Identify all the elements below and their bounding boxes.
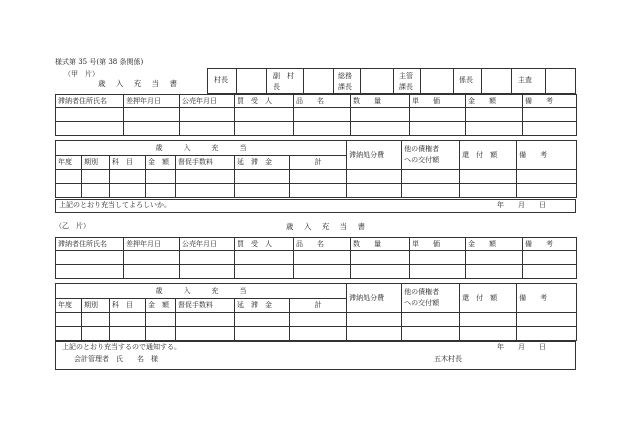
input-cell[interactable] (146, 170, 176, 184)
header-cell: 還 付 額 (460, 141, 517, 170)
input-cell[interactable] (410, 108, 466, 122)
input-cell[interactable] (124, 108, 180, 122)
input-cell[interactable] (124, 251, 180, 265)
table-row (56, 327, 577, 341)
input-cell[interactable] (235, 265, 294, 279)
approval-section-chief: 係長 (459, 76, 473, 84)
input-cell[interactable] (460, 184, 517, 198)
input-cell[interactable] (290, 184, 347, 198)
approval-general-affairs-chief: 総務 課長 (338, 72, 352, 91)
input-cell[interactable] (523, 251, 577, 265)
part-b-title: 歳 入 充 当 書 (286, 222, 370, 231)
input-cell[interactable] (517, 170, 577, 184)
input-cell[interactable] (410, 251, 466, 265)
input-cell[interactable] (517, 327, 577, 341)
table-header-row (56, 95, 577, 108)
header-cell: 公売年月日 (180, 95, 235, 108)
approval-deputy-village-head: 副 村 長 (273, 72, 294, 91)
input-cell[interactable] (351, 265, 410, 279)
part-a-appropriation-table (55, 140, 577, 198)
input-cell[interactable] (402, 313, 460, 327)
part-b-date: 年 月 日 (497, 343, 546, 351)
part-a-title: 歳 入 充 当 書 (98, 79, 182, 88)
input-cell[interactable] (351, 122, 410, 136)
header-cell: 金 額 (466, 238, 523, 251)
part-a-footer-text: 上記のとおり充当してよろしいか。 (59, 201, 171, 209)
input-cell[interactable] (235, 327, 290, 341)
header-cell: 計 (290, 156, 347, 170)
input-cell[interactable] (82, 184, 110, 198)
input-cell[interactable] (56, 184, 82, 198)
header-cell: 公売年月日 (180, 238, 235, 251)
input-cell[interactable] (110, 170, 146, 184)
part-b-label: （乙 片） (55, 222, 90, 230)
input-cell[interactable] (466, 265, 523, 279)
input-cell[interactable] (180, 108, 235, 122)
input-cell[interactable] (110, 327, 146, 341)
input-cell[interactable] (124, 265, 180, 279)
header-cell: 督促手数料 (176, 299, 235, 313)
input-cell[interactable] (56, 313, 82, 327)
header-cell: 他の債権者 への交付額 (402, 141, 460, 170)
group-header-cell: 歳 入 充 当 (56, 141, 347, 156)
input-cell[interactable] (180, 265, 235, 279)
header-cell: 期別 (82, 156, 110, 170)
header-cell: 延 滞 金 (235, 156, 290, 170)
header-cell: 滞納処分費 (347, 141, 402, 170)
header-cell: 品 名 (294, 95, 351, 108)
input-cell[interactable] (460, 327, 517, 341)
part-b-addressee: 会計管理者 氏 名 様 (74, 355, 158, 363)
input-cell[interactable] (56, 251, 124, 265)
header-cell: 年度 (56, 156, 82, 170)
approval-supervising-chief: 主管 課長 (399, 72, 413, 91)
input-cell[interactable] (290, 313, 347, 327)
header-cell: 品 名 (294, 238, 351, 251)
input-cell[interactable] (56, 265, 124, 279)
header-cell: 備 考 (523, 95, 577, 108)
input-cell[interactable] (402, 184, 460, 198)
table-header-row (56, 141, 577, 156)
table-row (56, 313, 577, 327)
input-cell[interactable] (517, 313, 577, 327)
approval-clerk: 主査 (518, 76, 532, 84)
header-cell: 期別 (82, 299, 110, 313)
input-cell[interactable] (402, 170, 460, 184)
header-cell: 督促手数料 (176, 156, 235, 170)
header-cell: 差押年月日 (124, 95, 180, 108)
part-b-appropriation-table (55, 283, 577, 341)
header-cell: 金 額 (146, 299, 176, 313)
header-cell: 科 目 (110, 156, 146, 170)
input-cell[interactable] (290, 327, 347, 341)
approval-village-head: 村長 (214, 76, 228, 84)
header-cell: 延 滞 金 (235, 299, 290, 313)
input-cell[interactable] (56, 122, 124, 136)
header-cell: 買 受 人 (235, 95, 294, 108)
input-cell[interactable] (294, 251, 351, 265)
part-a-label: （甲 片） (64, 70, 99, 78)
header-cell: 単 価 (410, 238, 466, 251)
table-row (56, 251, 577, 265)
input-cell[interactable] (146, 184, 176, 198)
input-cell[interactable] (517, 184, 577, 198)
header-cell: 科 目 (110, 299, 146, 313)
input-cell[interactable] (347, 184, 402, 198)
header-cell: 還 付 額 (460, 284, 517, 313)
input-cell[interactable] (146, 313, 176, 327)
header-cell: 年度 (56, 299, 82, 313)
input-cell[interactable] (235, 108, 294, 122)
table-header-row (56, 238, 577, 251)
input-cell[interactable] (347, 327, 402, 341)
header-cell: 備 考 (517, 141, 577, 170)
table-row (56, 122, 577, 136)
input-cell[interactable] (176, 313, 235, 327)
header-cell: 数 量 (351, 238, 410, 251)
input-cell[interactable] (347, 313, 402, 327)
input-cell[interactable] (466, 108, 523, 122)
input-cell[interactable] (56, 108, 124, 122)
input-cell[interactable] (235, 313, 290, 327)
table-row (56, 184, 577, 198)
table-header-row (56, 284, 577, 299)
input-cell[interactable] (294, 122, 351, 136)
input-cell[interactable] (124, 122, 180, 136)
header-cell: 他の債権者 への交付額 (402, 284, 460, 313)
input-cell[interactable] (410, 265, 466, 279)
header-cell: 数 量 (351, 95, 410, 108)
input-cell[interactable] (176, 327, 235, 341)
input-cell[interactable] (180, 251, 235, 265)
header-cell: 単 価 (410, 95, 466, 108)
input-cell[interactable] (523, 122, 577, 136)
header-cell: 金 額 (466, 95, 523, 108)
input-cell[interactable] (402, 327, 460, 341)
input-cell[interactable] (235, 251, 294, 265)
table-row (56, 265, 577, 279)
part-a-property-table (55, 94, 577, 136)
input-cell[interactable] (110, 313, 146, 327)
input-cell[interactable] (523, 108, 577, 122)
header-cell: 滞納者住所氏名 (56, 95, 124, 108)
input-cell[interactable] (82, 327, 110, 341)
input-cell[interactable] (180, 122, 235, 136)
table-row (56, 170, 577, 184)
input-cell[interactable] (460, 170, 517, 184)
input-cell[interactable] (110, 184, 146, 198)
input-cell[interactable] (82, 170, 110, 184)
input-cell[interactable] (290, 170, 347, 184)
input-cell[interactable] (351, 108, 410, 122)
input-cell[interactable] (176, 184, 235, 198)
header-cell: 差押年月日 (124, 238, 180, 251)
header-cell: 買 受 人 (235, 238, 294, 251)
header-cell: 滞納者住所氏名 (56, 238, 124, 251)
header-cell: 計 (290, 299, 347, 313)
input-cell[interactable] (82, 313, 110, 327)
input-cell[interactable] (466, 122, 523, 136)
input-cell[interactable] (235, 170, 290, 184)
header-cell: 備 考 (517, 284, 577, 313)
part-b-footer-text: 上記のとおり充当するので通知する。 (62, 343, 181, 351)
table-row (56, 108, 577, 122)
input-cell[interactable] (235, 184, 290, 198)
input-cell[interactable] (176, 170, 235, 184)
input-cell[interactable] (235, 122, 294, 136)
input-cell[interactable] (351, 251, 410, 265)
input-cell[interactable] (523, 265, 577, 279)
input-cell[interactable] (294, 265, 351, 279)
input-cell[interactable] (410, 122, 466, 136)
input-cell[interactable] (347, 170, 402, 184)
input-cell[interactable] (56, 170, 82, 184)
part-a-date: 年 月 日 (497, 201, 546, 209)
input-cell[interactable] (146, 327, 176, 341)
input-cell[interactable] (56, 327, 82, 341)
part-b-sender: 五木村長 (434, 355, 462, 363)
header-cell: 備 考 (523, 238, 577, 251)
part-b-property-table (55, 237, 577, 279)
header-cell: 滞納処分費 (347, 284, 402, 313)
group-header-cell: 歳 入 充 当 (56, 284, 347, 299)
input-cell[interactable] (460, 313, 517, 327)
input-cell[interactable] (294, 108, 351, 122)
input-cell[interactable] (466, 251, 523, 265)
header-cell: 金 額 (146, 156, 176, 170)
form-number: 様式第 35 号(第 38 条関係) (55, 58, 144, 66)
